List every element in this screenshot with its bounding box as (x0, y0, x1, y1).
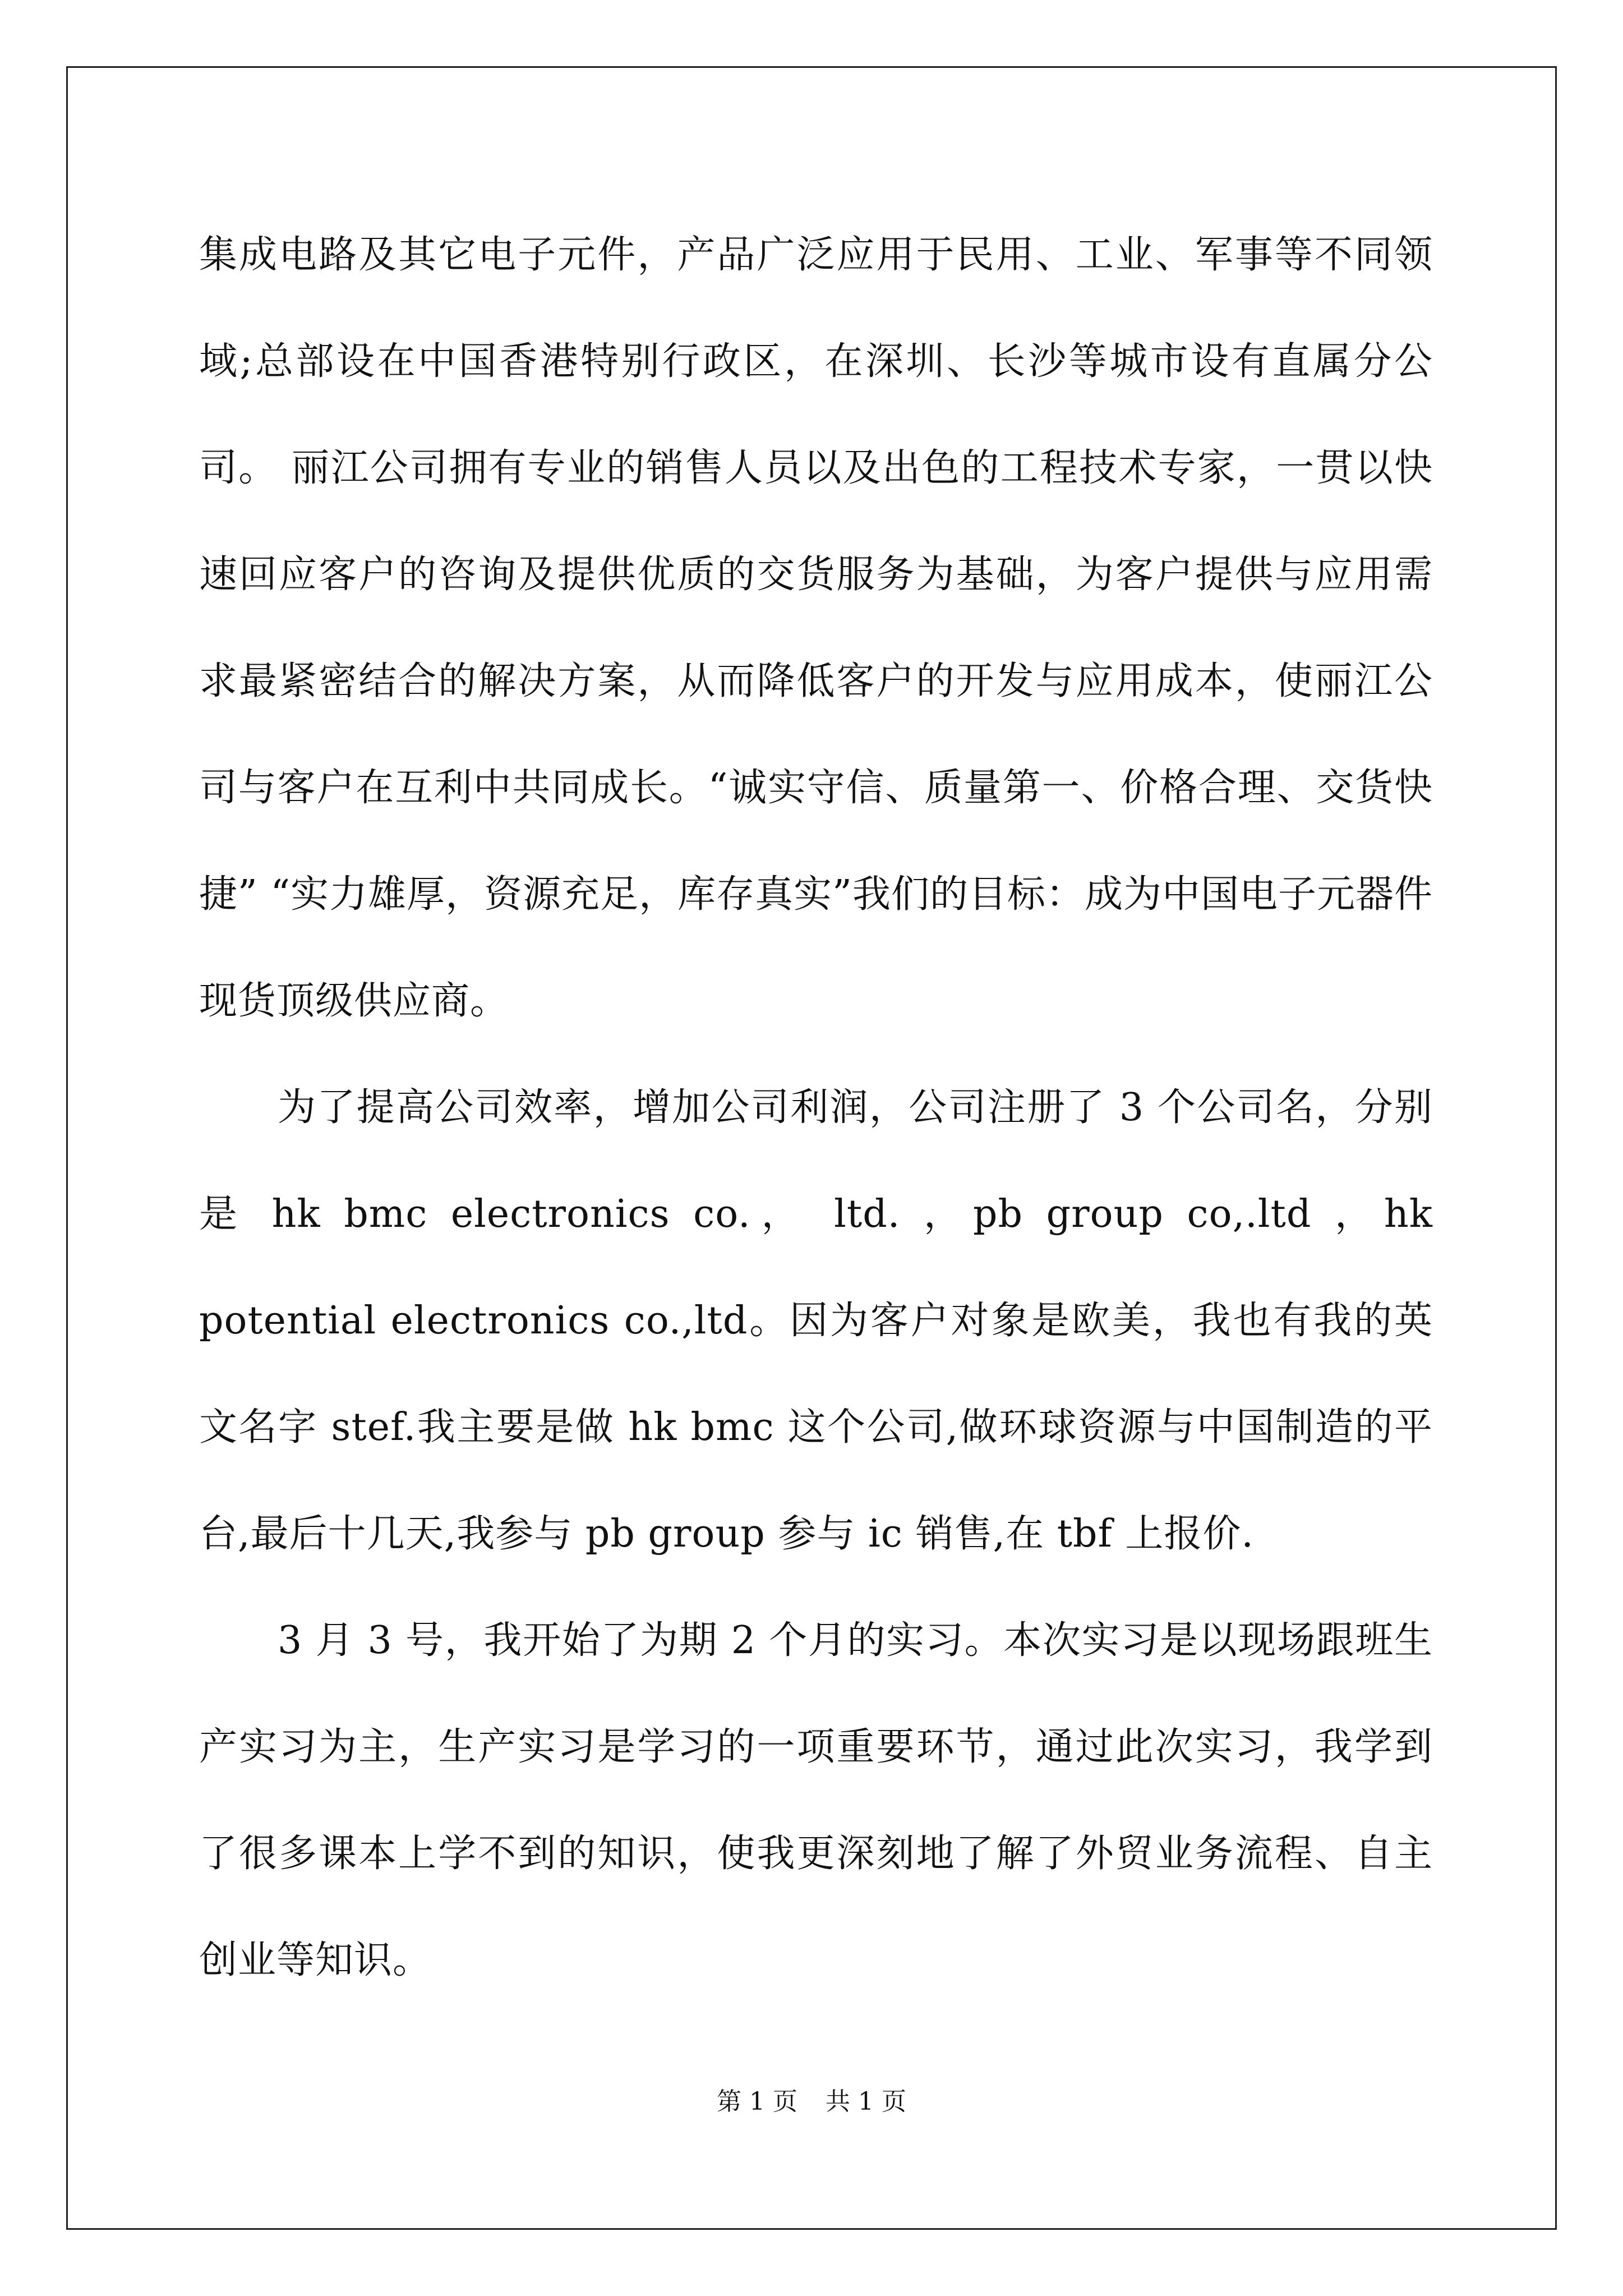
paragraph-1: 集成电路及其它电子元件，产品广泛应用于民用、工业、军事等不同领域;总部设在中国香港特别行政区，在深圳、长沙等城市设有直属分公司。 丽江公司拥有专业的销售人员以及出色的工程技术专家，一贯以快速回应客户的咨询及提供优质的交货服务为基础，为客户提供与应用需求最紧密结合的解决方案，从而降低客户的开发与应用成本，使丽江公司与客户在互利中共同成长。“诚实守信、质量第一、价格合理、交货快捷” “实力雄厚，资源充足，库存真实”我们的目标：成为中国电子元器件现货顶级供应商。 (199, 233, 1433, 1023)
page-footer (0, 2081, 1623, 2117)
paragraph-3: 3 月 3 号，我开始了为期 2 个月的实习。本次实习是以现场跟班生产实习为主，生产实习是学习的一项重要环节，通过此次实习，我学到了很多课本上学不到的知识，使我更深刻地了解了外贸业务流程、自主创业等知识。 (199, 1618, 1433, 1982)
page-number: 第 1 页 (717, 2087, 797, 2116)
page-total: 共 1 页 (826, 2087, 906, 2116)
paragraph-2: 为了提高公司效率，增加公司利润，公司注册了 3 个公司名，分别是 hk bmc electronics co.， ltd. ，pb group co,.ltd ，hk potential electronics co.,ltd。因为客户对象是欧美，我也有我的英文名字 stef.我主要是做 hk bmc 这个公司,做环球资源与中国制造的平台,最后十几天,我参与 pb group 参与 ic 销售,在 tbf 上报价. (199, 1085, 1433, 1556)
document-body (199, 202, 1433, 2014)
